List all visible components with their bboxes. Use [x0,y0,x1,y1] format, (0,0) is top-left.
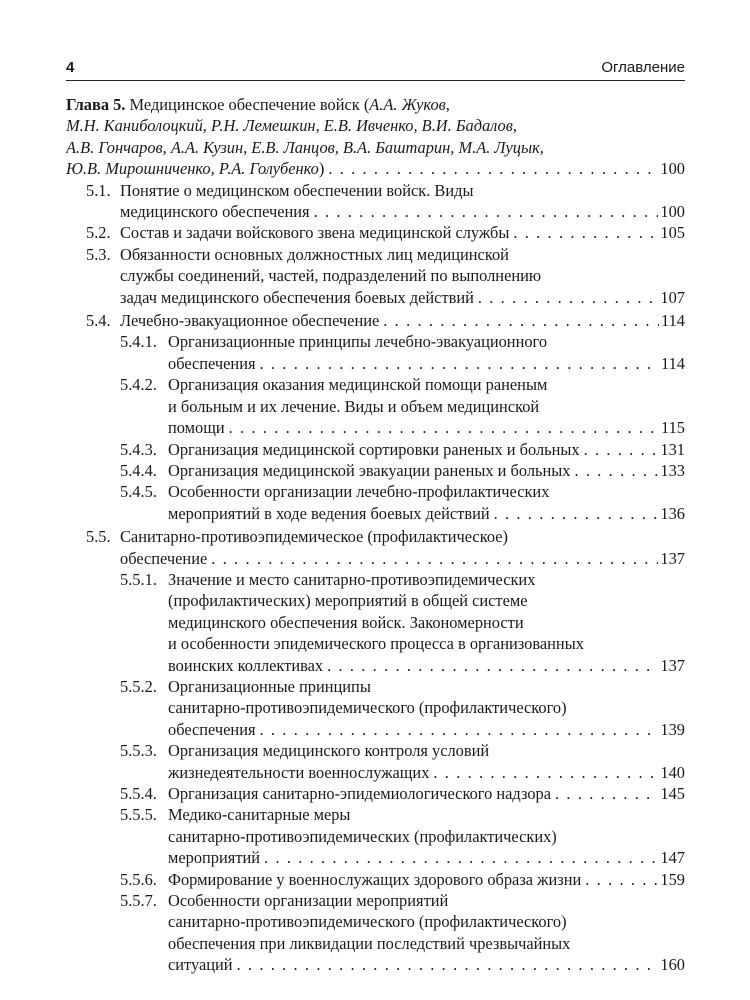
table-of-contents [66,94,685,976]
section-title-line: и больным и их лечение. Виды и объем медицинской [168,396,540,416]
section-title-line: (профилактических) мероприятий в общей системе [168,591,528,611]
page-ref: 140 [660,762,685,782]
toc-entry[interactable] [66,526,685,569]
leader-dots [264,847,658,868]
section-title-line: Организация медицинской эвакуации раненых и больных [168,460,571,480]
toc-entry[interactable] [66,222,685,243]
leader-dots [229,417,659,438]
toc-entry[interactable] [66,310,685,331]
section-number: 5.2. [86,223,111,243]
section-title-line: Значение и место санитарно-противоэпидемических [168,569,536,589]
section-number: 5.4. [86,311,111,331]
section-title-line: Особенности организации мероприятий [168,891,449,911]
section-title-line: Особенности организации лечебно-профилактических [168,482,550,502]
leader-dots [314,201,659,222]
running-title: Оглавление [601,59,685,76]
section-title-line: Лечебно-эвакуационное обеспечение [120,311,380,331]
leader-dots [383,310,659,331]
leader-dots [328,158,658,179]
leader-dots [584,439,659,460]
page-ref: 114 [661,353,685,373]
section-title-line: Обязанности основных должностных лиц медицинской [120,244,509,264]
toc-entry[interactable] [66,783,685,804]
running-header [66,56,685,81]
section-number: 5.4.3. [120,439,157,459]
section-number: 5.5.5. [120,805,157,825]
leader-dots [574,460,658,481]
chapter-title: Медицинское обеспечение войск ( [129,95,370,114]
section-number: 5.5.7. [120,891,157,911]
section-title-line: жизнедеятельности военнослужащих [168,762,430,782]
section-title-line: службы соединений, частей, подразделений по выполнению [120,266,542,286]
page-ref: 137 [660,548,685,568]
section-title-line: медицинского обеспечения войск. Закономерности [168,612,524,632]
section-title-line: мероприятий [168,848,261,868]
section-title-line: санитарно-противоэпидемического (профилактического) [168,698,567,718]
section-title-line: Организация медицинской сортировки раненых и больных [168,439,580,459]
chapter-label: Глава 5. [66,95,126,114]
toc-entry[interactable] [66,180,685,223]
page-ref: 145 [660,784,685,803]
page-ref: 147 [660,848,685,868]
section-title-line: Организация медицинского контроля условий [168,741,490,761]
section-title-line: помощи [168,418,225,438]
toc-entry[interactable] [66,804,685,868]
section-number: 5.4.2. [120,375,157,395]
section-title-line: обеспечения [168,719,256,739]
section-number: 5.5.2. [120,676,157,696]
leader-dots [327,655,658,676]
page-ref: 105 [660,223,685,243]
section-number: 5.4.5. [120,482,157,502]
chapter-authors-1: А.А. Жуков, [369,95,450,114]
leader-dots [513,222,658,243]
page-number: 4 [66,59,75,76]
section-title-line: Санитарно-противоэпидемическое (профилактическое) [120,527,508,547]
toc-sections [66,180,685,976]
toc-entry[interactable] [66,890,685,976]
section-title-line: воинских коллективах [168,655,324,675]
toc-entry[interactable] [66,740,685,783]
toc-entry[interactable] [66,244,685,308]
leader-dots [585,869,658,890]
section-number: 5.5. [86,527,111,547]
toc-entry[interactable] [66,374,685,438]
toc-entry[interactable] [66,676,685,740]
section-title-line: ситуаций [168,955,233,975]
section-number: 5.5.6. [120,869,157,889]
leader-dots [260,719,659,740]
page-ref: 133 [660,460,685,480]
toc-entry[interactable] [66,869,685,890]
toc-entry[interactable] [66,460,685,481]
section-title-line: и особенности эпидемического процесса в организованных [168,634,584,654]
section-title-line: Организационные принципы [168,676,371,696]
section-title-line: санитарно-противоэпидемических (профилактических) [168,826,557,846]
page-ref: 114 [661,311,685,331]
page-ref: 159 [660,869,685,889]
section-number: 5.4.4. [120,460,157,480]
leader-dots [260,353,660,374]
toc-entry[interactable] [66,569,685,676]
chapter-authors-4: Ю.В. Мирошниченко, Р.А. Голубенко [66,159,319,179]
page-ref: 115 [661,418,685,438]
section-number: 5.5.4. [120,784,157,803]
section-title-line: Формирование у военнослужащих здорового образа жизни [168,869,582,889]
page-ref: 107 [660,287,685,307]
page-ref: 139 [660,719,685,739]
section-title-line: задач медицинского обеспечения боевых действий [120,287,474,307]
toc-chapter-5[interactable] [66,94,685,180]
chapter-closing: ) [318,159,325,179]
leader-dots [237,954,659,975]
page-ref: 131 [660,439,685,459]
section-number: 5.5.1. [120,569,157,589]
section-title-line: медицинского обеспечения [120,202,310,222]
chapter-authors-3: А.В. Гончаров, А.А. Кузин, Е.В. Ланцов, В.А. Баштарин, М.А. Луцык, [66,137,544,157]
leader-dots [494,503,659,524]
section-title-line: обеспечения при ликвидации последствий чрезвычайных [168,933,571,953]
section-title-line: Организационные принципы лечебно-эвакуационного [168,332,548,352]
section-title-line: Организация оказания медицинской помощи раненым [168,375,548,395]
section-title-line: Понятие о медицинском обеспечении войск. Виды [120,180,474,200]
leader-dots [211,548,658,569]
section-title-line: обеспечение [120,548,208,568]
section-number: 5.4.1. [120,332,157,352]
section-title-line: санитарно-противоэпидемического (профилактического) [168,912,567,932]
page-ref: 160 [660,955,685,975]
page-ref: 100 [660,202,685,222]
section-number: 5.5.3. [120,741,157,761]
section-number: 5.1. [86,180,111,200]
leader-dots [478,287,659,308]
section-number: 5.3. [86,244,111,264]
section-title-line: мероприятий в ходе ведения боевых действий [168,503,490,523]
section-title-line: Медико-санитарные меры [168,805,351,825]
page-ref: 100 [660,159,685,179]
leader-dots [433,762,658,783]
toc-entry[interactable] [66,481,685,524]
page-ref: 137 [660,655,685,675]
toc-entry[interactable] [66,439,685,460]
section-title-line: Организация санитарно-эпидемиологического надзора [168,784,552,803]
toc-entry[interactable] [66,331,685,374]
section-title-line: Состав и задачи войскового звена медицинской службы [120,223,510,243]
section-title-line: обеспечения [168,353,256,373]
leader-dots [555,783,658,804]
page-ref: 136 [660,503,685,523]
chapter-authors-2: М.Н. Каниболоцкий, Р.Н. Лемешкин, Е.В. Ивченко, В.И. Бадалов, [66,116,517,136]
